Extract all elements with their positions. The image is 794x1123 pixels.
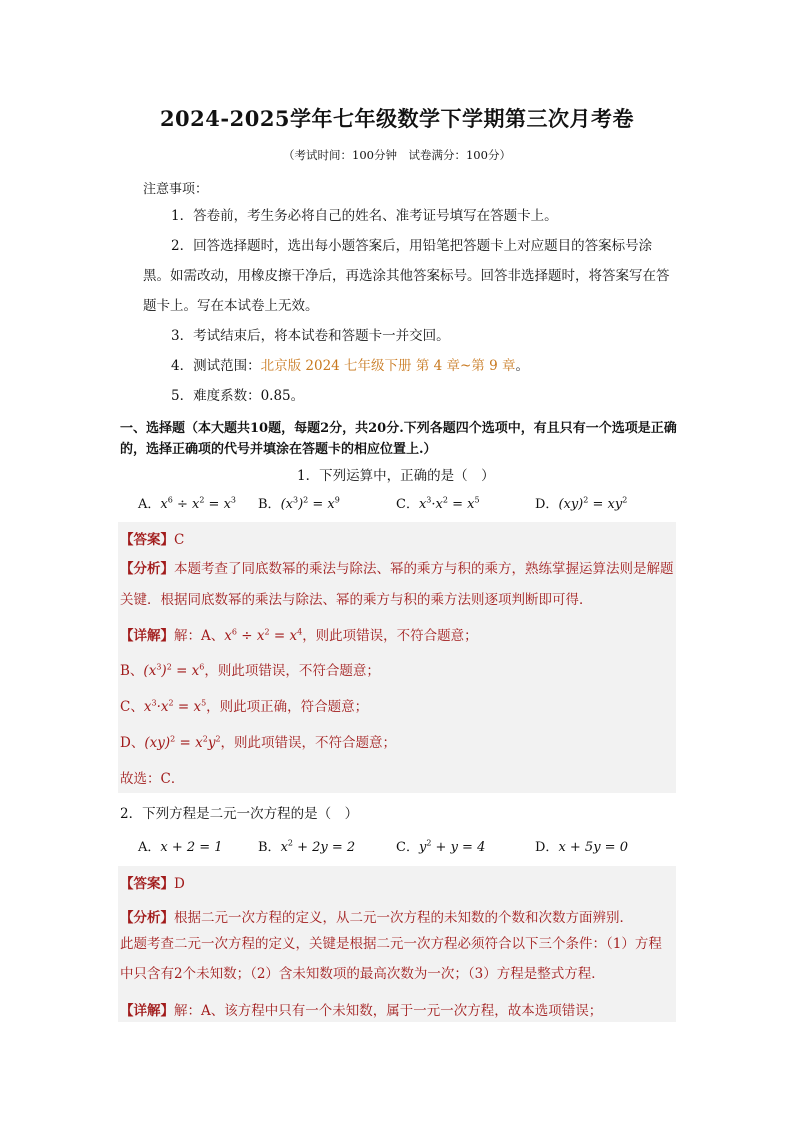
- notice-item-1: 1．答卷前，考生务必将自己的姓名、准考证号填写在答题卡上。: [171, 208, 558, 224]
- q1-detail-d: D、$(xy)^2 = x^2y^2$，则此项错误，不符合题意；: [120, 734, 397, 751]
- q1-answer: 【答案】C: [120, 532, 185, 548]
- q1-detail-c: C、$x^3\cdot x^2 = x^5$，则此项正确，符合题意；: [120, 698, 369, 715]
- section-1-heading: 一、选择题（本大题共10题，每题2分，共20分.下列各题四个选项中，有且只有一个选项是正确的，选择正确项的代号并填涂在答题卡的相应位置上.）: [120, 421, 677, 457]
- question-1-stem: 1．下列运算中，正确的是（ ）: [297, 468, 495, 484]
- q1-conclusion: 故选：C．: [120, 771, 185, 787]
- notice-item-4: [143, 351, 678, 381]
- exam-subtitle: （考试时间：100分钟 试卷满分：100分）: [283, 148, 511, 162]
- notice-item-5: 5．难度系数：0.85。: [171, 388, 305, 404]
- q2-analysis: 【分析】根据二元一次方程的定义，从二元一次方程的未知数的个数和次数方面辨别．: [120, 910, 633, 926]
- test-range: 北京版 2024 七年级下册 第 4 章~第 9 章: [260, 358, 516, 374]
- q1-analysis: 【分析】本题考查了同底数幂的乘法与除法、幂的乘方与积的乘方，熟练掌握运算法则是解题关键．根据同底数幂的乘法与除法、幂的乘方与积的乘方法则逐项判断即可得．: [120, 561, 674, 608]
- q1-option-a: A．$x^6 \div x^2 = x^3$: [138, 495, 237, 512]
- q1-option-b: B．$(x^3)^2 = x^9$: [258, 495, 340, 512]
- question-2-answer-box: [118, 866, 676, 1022]
- q1-detail-b: B、$(x^3)^2 = x^6$，则此项错误，不符合题意；: [120, 662, 380, 679]
- notice-item-3: 3．考试结束后，将本试卷和答题卡一并交回。: [171, 328, 450, 344]
- q1-option-d: D．$(xy)^2 = xy^2$: [535, 495, 628, 512]
- q2-detail: 【详解】解：A、该方程中只有一个未知数，属于一元一次方程，故本选项错误；: [120, 1003, 603, 1019]
- q2-option-b: B．$x^2 + 2y = 2$: [258, 838, 356, 855]
- q2-option-a: A．x + 2 = 1: [138, 840, 223, 855]
- q1-option-c: C．$x^3\cdot x^2 = x^5$: [396, 495, 480, 512]
- notice-item-4-suffix: 。: [515, 358, 529, 374]
- q2-analysis-detail: 此题考查二元一次方程的定义，关键是根据二元一次方程必须符合以下三个条件：（1）方程中只含有2个未知数；（2）含未知数项的最高次数为一次；（3）方程是整式方程．: [120, 936, 662, 982]
- q1-detail-a: 【详解】解：A、$x^6 \div x^2 = x^4$，则此项错误，不符合题意；: [120, 627, 478, 644]
- notice-heading: 注意事项：: [143, 182, 209, 197]
- notice-item-2: 2．回答选择题时，选出每小题答案后，用铅笔把答题卡上对应题目的答案标号涂黑。如需改动，用橡皮擦干净后，再选涂其他答案标号。回答非选择题时，将答案写在答题卡上。写在本试卷上无效。: [143, 238, 670, 314]
- question-1-answer-box: [118, 522, 676, 793]
- q2-answer: 【答案】D: [120, 876, 185, 892]
- q2-option-c: C．$y^2 + y = 4$: [396, 838, 486, 855]
- page-title: 2024-2025学年七年级数学下学期第三次月考卷: [159, 106, 635, 131]
- notice-list: [143, 201, 678, 411]
- q2-option-d: D．x + 5y = 0: [535, 840, 628, 855]
- notice-item-4-prefix: 4．测试范围：: [171, 358, 261, 374]
- question-2-stem: 2．下列方程是二元一次方程的是（ ）: [120, 806, 359, 822]
